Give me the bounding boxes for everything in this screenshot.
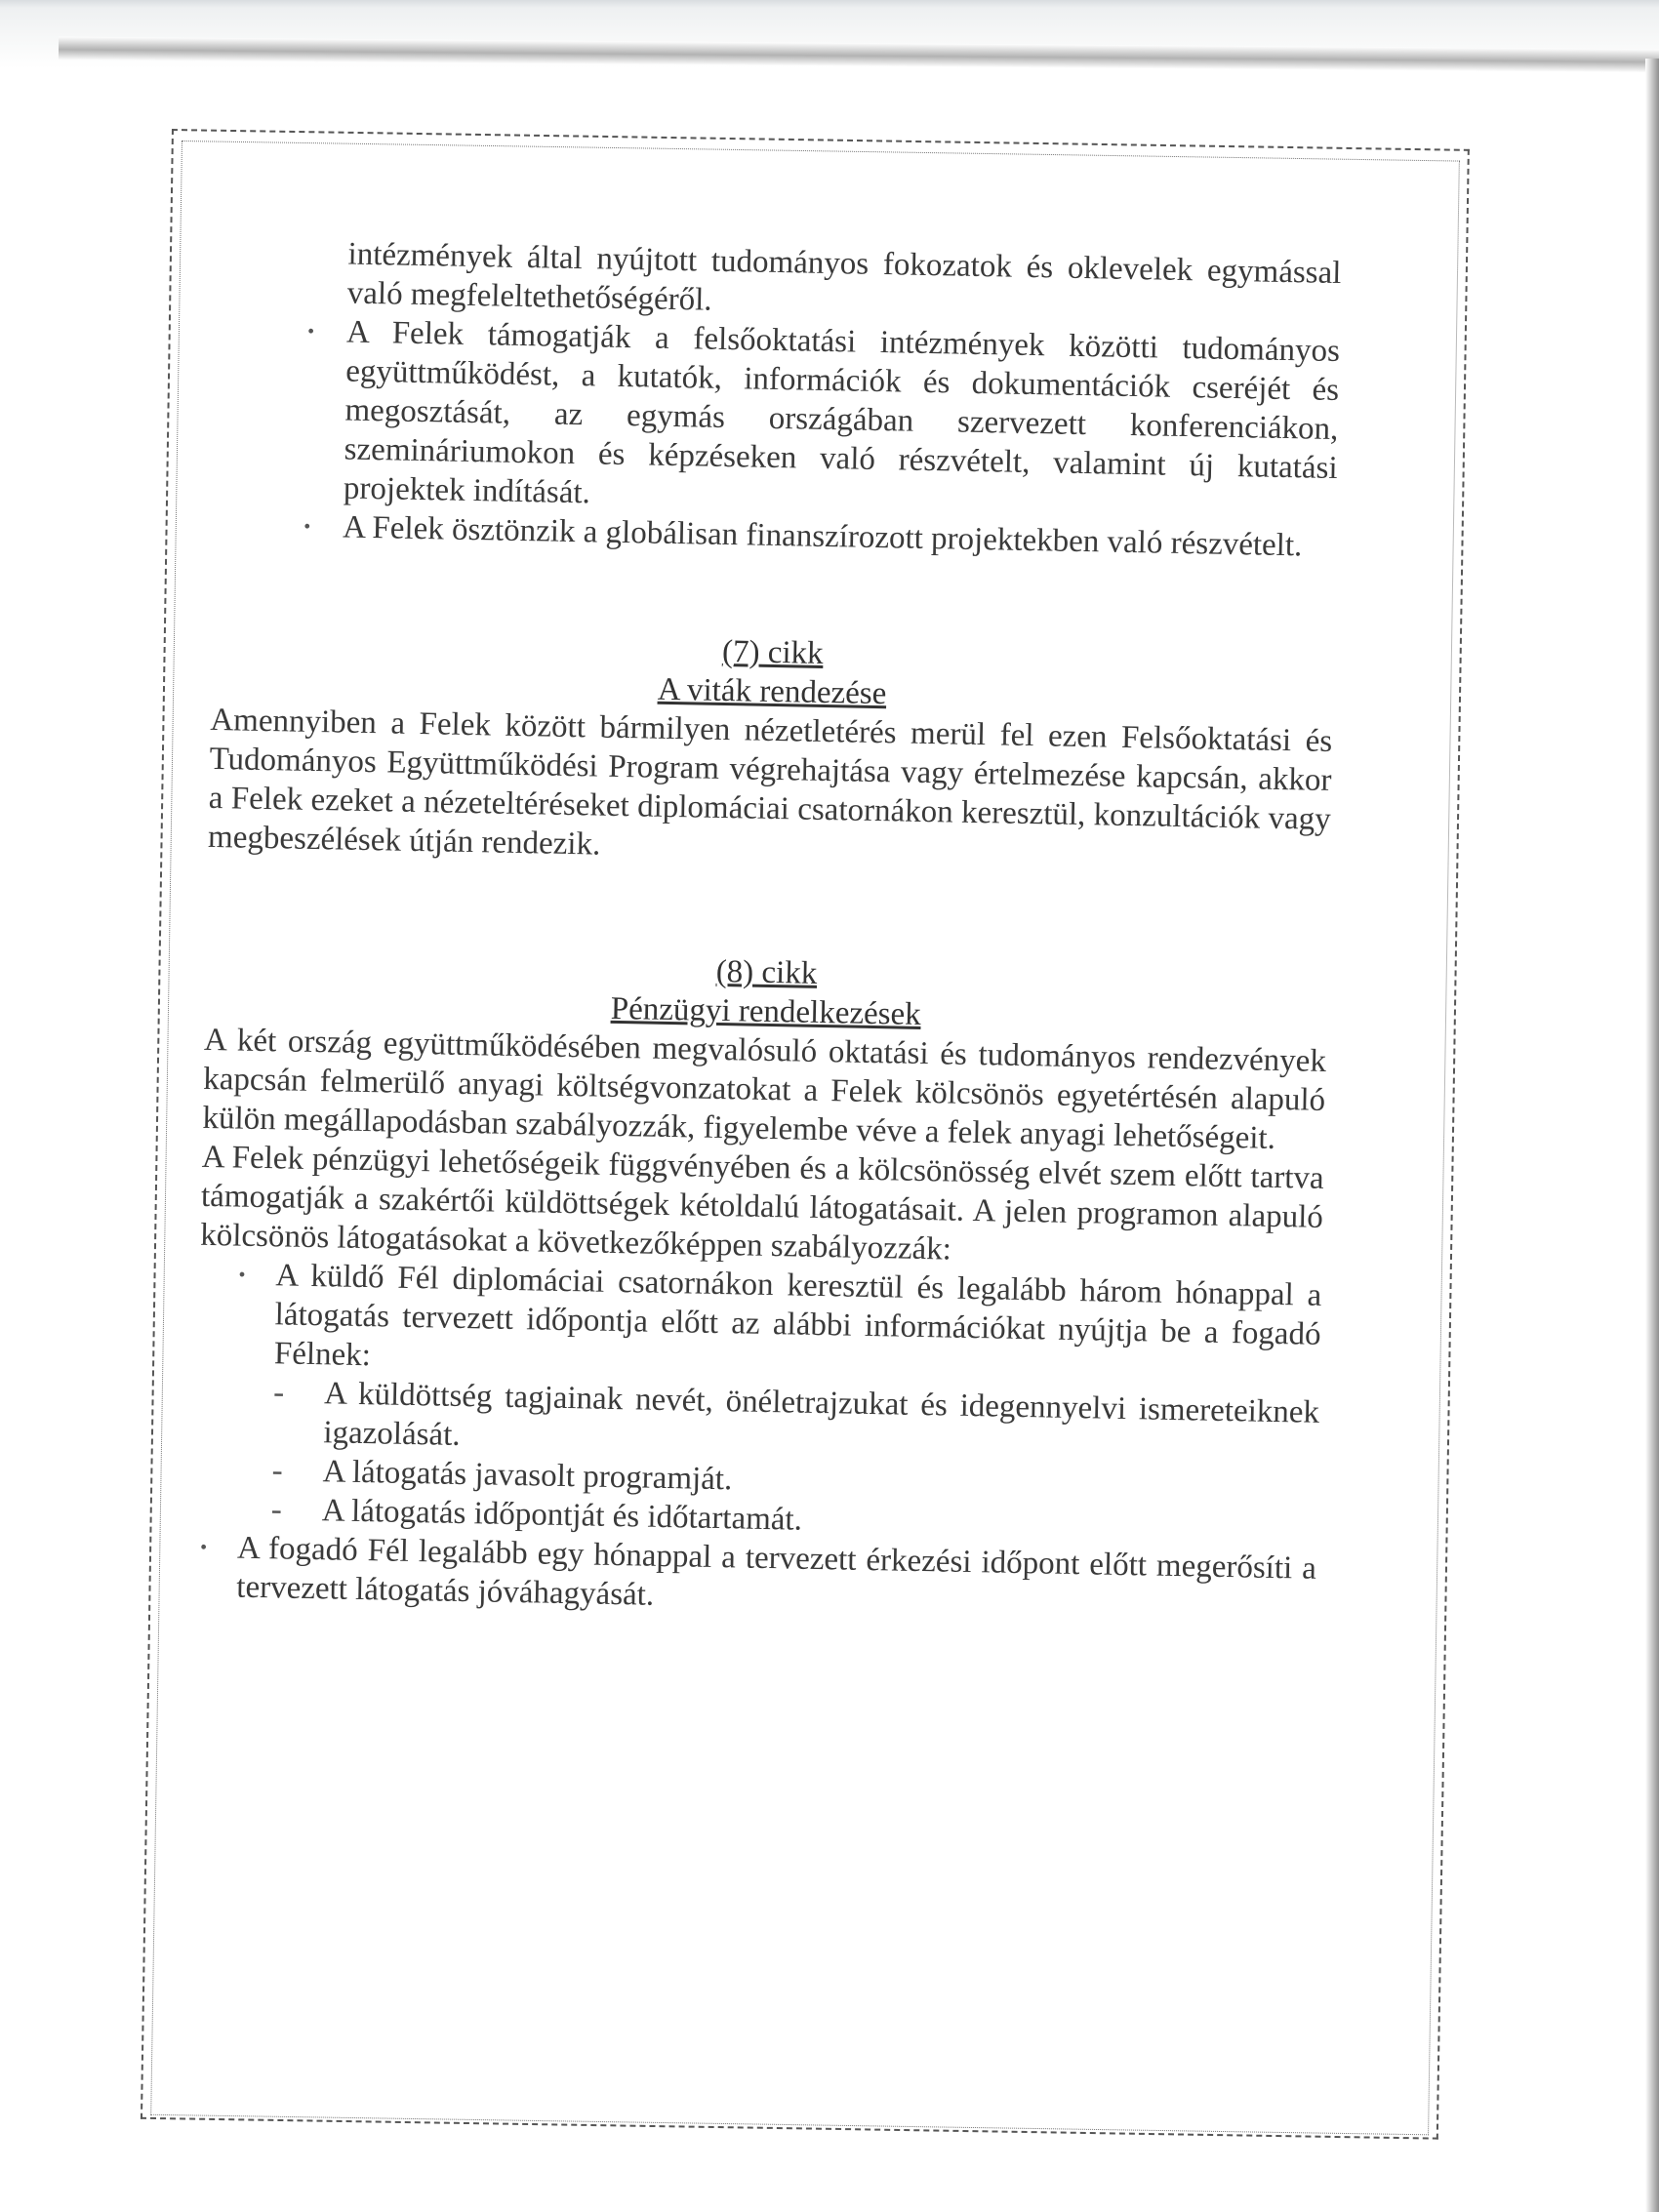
article-7-number: (7) cikk [721, 633, 824, 671]
bullet-icon: • [306, 320, 315, 342]
article-8-paragraph-1: A két ország együttműködésében megvalósuló oktatási és tudományos rendezvények kapcsán felmerülő anyagi költségvonzatokat a Felek kölcsönös egyetértésén alapuló külön megállapodásban szabályozzák, figyelembe véve a felek anyagi lehetőségeit. [202, 1022, 1327, 1156]
list-item [215, 310, 1341, 527]
bullet-icon: • [238, 1264, 246, 1286]
dash-icon: - [272, 1375, 285, 1411]
sub-item-text: A látogatás időpontját és időtartamát. [321, 1493, 803, 1538]
bullet-text: A küldő Fél diplomáciai csatornákon keresztül és legalább három hónappal a látogatás tervezett időpontja előtt az alábbi információkat nyújtja be a fogadó Félnek: [273, 1258, 1322, 1374]
bullet-text: A fogadó Fél legalább egy hónappal a tervezett érkezési időpont előtt megerősíti a tervezett látogatás jóváhagyását. [236, 1530, 1317, 1613]
list-item [198, 1255, 1322, 1393]
scanner-edge-right [1645, 59, 1659, 2212]
dash-icon: - [270, 1492, 283, 1528]
bullet-text: A Felek támogatják a felsőoktatási intézmények közötti tudományos együttműködést, a kutatók, információk és dokumentációk cseréjét és megosztását, az egymás országában szervezett konferenciákon, szemináriumokon és képzéseken való részvételt, valamint új kutatási projektek indítását. [343, 314, 1341, 511]
bullet-icon: • [199, 1536, 208, 1558]
dash-icon: - [271, 1453, 283, 1489]
article-8-title: Pénzügyi rendelkezések [610, 990, 922, 1032]
sub-item-text: A küldöttség tagjainak nevét, önéletrajzukat és idegennyelvi ismereteiknek igazolását. [323, 1376, 1320, 1453]
bullet-icon: • [303, 515, 311, 538]
continuation-text: intézmények által nyújtott tudományos fokozatok és oklevelek egymással való megfeleltethetőségéről. [346, 236, 1342, 318]
article-8-paragraph-2: A Felek pénzügyi lehetőségeik függvényében és a kölcsönösség elvét szem előtt tartva támogatják a szakértői küldöttségek kétoldalú látogatásait. A jelen programon alapuló kölcsönös látogatásokat a következőképpen szabályozzák: [199, 1139, 1324, 1267]
article-7-title: A viták rendezése [657, 671, 887, 712]
document-body [193, 232, 1342, 1628]
article-8-number: (8) cikk [715, 953, 818, 991]
article-7-text: Amennyiben a Felek között bármilyen nézetletérés merül fel ezen Felsőoktatási és Tudományos Együttműködési Program végrehajtása vagy értelmezése kapcsán, akkor a Felek ezeket a nézeteltéréseket diplomáciai csatornákon keresztül, konzultációk vagy megbeszélések útján rendezik. [207, 702, 1333, 863]
sub-item-text: A látogatás javasolt programját. [322, 1454, 733, 1498]
bullet-text: A Felek ösztönzik a globálisan finanszírozott projektekben való részvételt. [342, 509, 1303, 564]
